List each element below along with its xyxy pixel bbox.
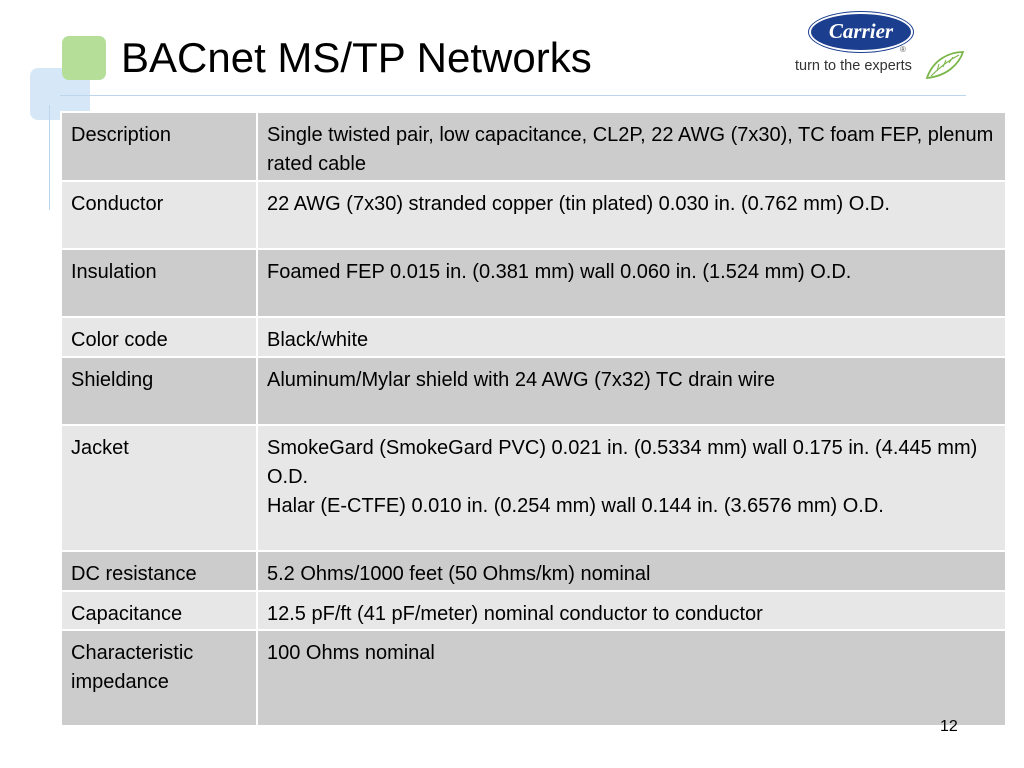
table-row <box>61 249 1006 317</box>
row-value: Single twisted pair, low capacitance, CL2P, 22 AWG (7x30), TC foam FEP, plenum rated cable <box>257 112 1006 181</box>
title-divider <box>60 95 966 96</box>
row-value-multi <box>257 425 1006 551</box>
table-row <box>61 317 1006 357</box>
table-row <box>61 181 1006 249</box>
page-number: 12 <box>940 718 958 735</box>
row-label: Color code <box>61 317 257 357</box>
row-label: Insulation <box>61 249 257 317</box>
logo-brand-text: Carrier <box>828 19 894 43</box>
row-value: Black/white <box>257 317 1006 357</box>
table-row <box>61 425 1006 551</box>
row-value: Halar (E-CTFE) 0.010 in. (0.254 mm) wall 0.144 in. (3.6576 mm) O.D. <box>267 495 884 517</box>
row-value: 5.2 Ohms/1000 feet (50 Ohms/km) nominal <box>257 551 1006 591</box>
row-label: Jacket <box>61 425 257 551</box>
row-value: 100 Ohms nominal <box>257 630 1006 726</box>
logo-tagline: turn to the experts <box>795 58 912 74</box>
logo-registered-mark: ® <box>900 45 906 54</box>
cable-spec-table <box>60 111 1007 727</box>
row-value: SmokeGard (SmokeGard PVC) 0.021 in. (0.5334 mm) wall 0.175 in. (4.445 mm) O.D. <box>267 437 978 488</box>
row-value: Foamed FEP 0.015 in. (0.381 mm) wall 0.060 in. (1.524 mm) O.D. <box>257 249 1006 317</box>
row-value: Aluminum/Mylar shield with 24 AWG (7x32) TC drain wire <box>257 357 1006 425</box>
carrier-logo <box>793 12 968 82</box>
leaf-icon <box>925 50 965 80</box>
decorative-vertical-line <box>49 105 50 210</box>
table-row <box>61 551 1006 591</box>
row-label: Description <box>61 112 257 181</box>
table-row <box>61 591 1006 630</box>
table-row <box>61 112 1006 181</box>
table-row <box>61 630 1006 726</box>
row-label: DC resistance <box>61 551 257 591</box>
row-label: Capacitance <box>61 591 257 630</box>
row-label: Shielding <box>61 357 257 425</box>
row-label: Characteristic impedance <box>61 630 257 726</box>
table-row <box>61 357 1006 425</box>
row-value: 12.5 pF/ft (41 pF/meter) nominal conductor to conductor <box>257 591 1006 630</box>
row-value: 22 AWG (7x30) stranded copper (tin plated) 0.030 in. (0.762 mm) O.D. <box>257 181 1006 249</box>
row-label: Conductor <box>61 181 257 249</box>
slide-title: BACnet MS/TP Networks <box>121 34 592 81</box>
decorative-green-square <box>62 36 106 80</box>
